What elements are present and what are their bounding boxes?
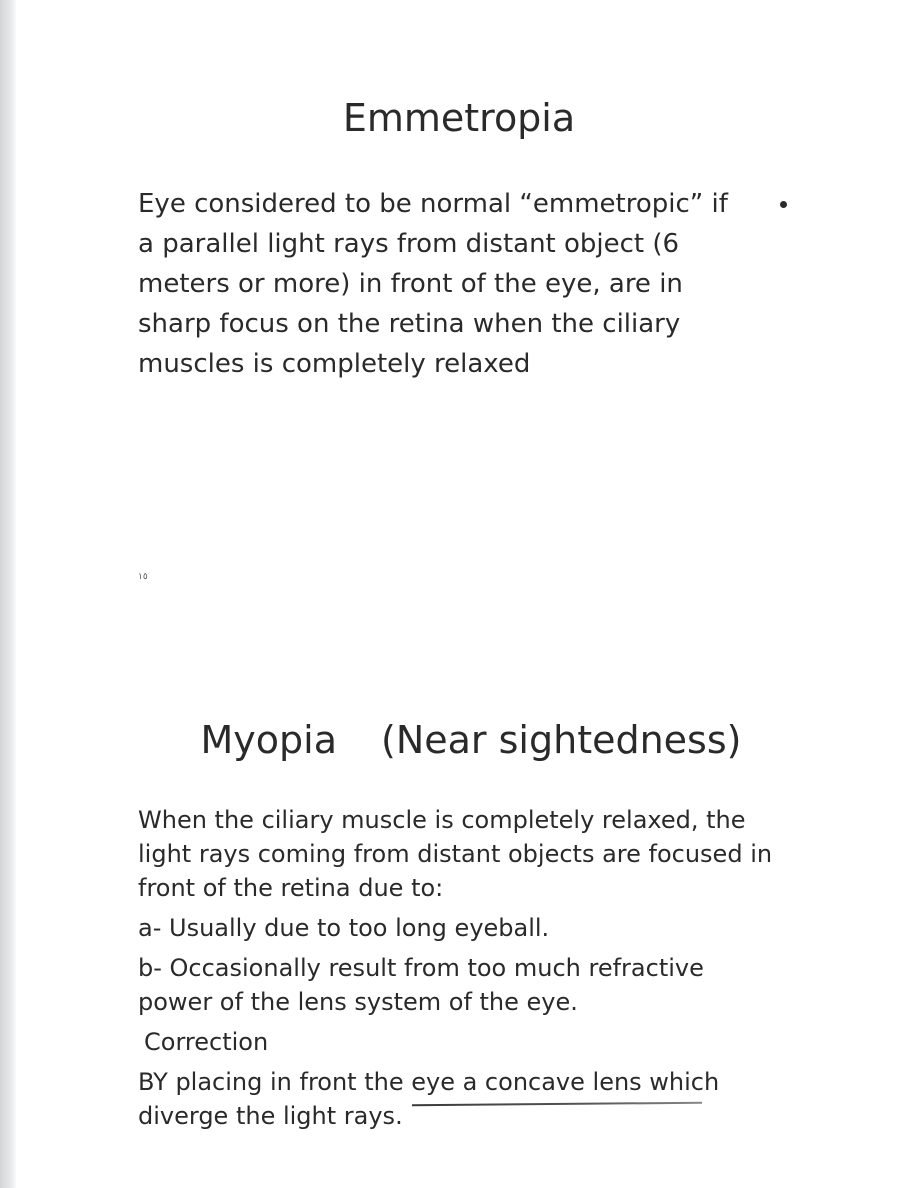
cause-point-b-line: b- Occasionally result from too much refractive	[138, 954, 704, 982]
myopia-title	[12, 718, 918, 762]
correction-label: Correction	[144, 1028, 269, 1056]
emmetropia-title: Emmetropia	[342, 96, 576, 140]
scanned-page-edge	[0, 0, 16, 1188]
myopia-title-main: Myopia	[200, 718, 338, 762]
text-line: front of the retina due to:	[138, 874, 444, 902]
cause-point-b-line: power of the lens system of the eye.	[138, 988, 578, 1016]
text-line: a parallel light rays from distant object (6	[138, 229, 680, 259]
text-line: sharp focus on the retina when the ciliary	[138, 309, 681, 339]
text-line: muscles is completely relaxed	[138, 349, 531, 379]
correction-line: BY placing in front the eye a concave lens which	[138, 1068, 720, 1096]
page-number: ١٥	[138, 572, 148, 582]
bullet-icon	[780, 201, 787, 208]
text-line: When the ciliary muscle is completely relaxed, the	[138, 806, 746, 834]
myopia-title-subtitle: (Near sightedness)	[381, 718, 742, 762]
text-line: Eye considered to be normal “emmetropic” if	[138, 189, 728, 219]
emmetropia-definition	[138, 184, 728, 384]
correction-line: diverge the light rays.	[138, 1102, 403, 1130]
cause-point-a: a- Usually due to too long eyeball.	[138, 914, 550, 942]
text-line: light rays coming from distant objects are focused in	[138, 840, 773, 868]
myopia-body	[138, 803, 772, 1133]
text-line: meters or more) in front of the eye, are in	[138, 269, 683, 299]
